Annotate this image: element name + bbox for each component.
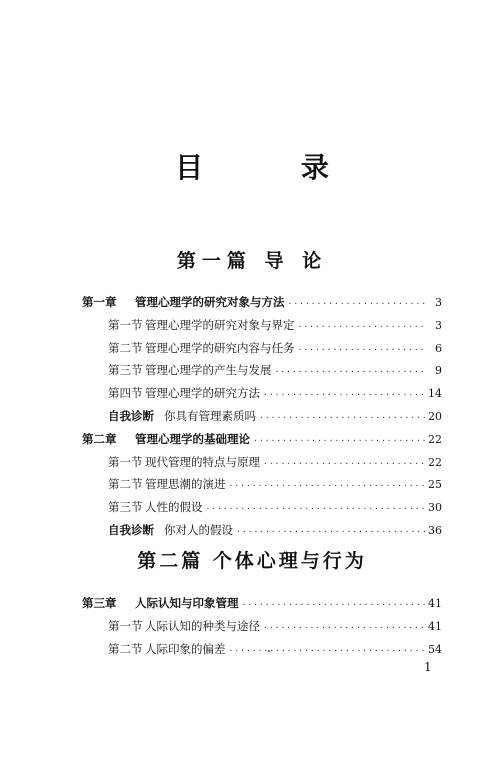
toc-entry-diag — [82, 408, 442, 431]
toc-entry-section — [82, 618, 442, 641]
toc-entry-label: 第三节 — [108, 363, 143, 378]
toc-entry-section — [82, 499, 442, 522]
toc-entry-title: 你具有管理素质吗 — [164, 408, 256, 423]
toc-entry-label: 第四节 — [108, 386, 143, 401]
toc-entry-chapter — [82, 294, 442, 317]
toc-entry-page: 9 — [435, 364, 442, 378]
part-title-2: 第二篇 个体心理与行为 — [137, 550, 367, 572]
toc-entry-diag — [82, 522, 442, 545]
toc-entry-section — [82, 641, 442, 664]
dot-leader — [275, 367, 426, 376]
toc-entry-page: 14 — [428, 387, 442, 401]
toc-entry-page: 41 — [428, 597, 442, 610]
dot-leader — [263, 459, 425, 468]
dot-leader — [253, 436, 425, 445]
toc-entry-label: 第二节 — [108, 340, 143, 355]
toc-entry-page: 22 — [428, 432, 442, 446]
toc-entry-label: 第三章 — [82, 596, 117, 610]
dot-leader — [236, 527, 425, 536]
scan-speck — [268, 650, 270, 652]
toc-entry-title: 人际认知的种类与途径 — [145, 618, 260, 633]
toc-entry-page: 25 — [428, 478, 442, 492]
dot-leader — [298, 322, 426, 331]
dot-leader — [206, 504, 426, 513]
toc-entry-section — [82, 340, 442, 363]
toc-entry-label: 第二节 — [108, 477, 143, 492]
toc-part-1 — [82, 294, 442, 545]
toc-entry-chapter — [82, 595, 442, 618]
part-title-1: 第一篇 导 论 — [176, 250, 328, 272]
toc-part-2 — [82, 595, 442, 663]
toc-entry-section — [82, 317, 442, 340]
toc-entry-label: 第二节 — [108, 641, 143, 656]
dot-leader — [229, 481, 426, 490]
dot-leader — [288, 299, 426, 308]
toc-entry-title: 管理思潮的演进 — [145, 477, 226, 492]
toc-entry-title: 人际印象的偏差 — [145, 641, 226, 656]
toc-entry-title: 管理心理学的研究方法 — [145, 386, 260, 401]
toc-entry-page: 36 — [428, 523, 442, 537]
toc-entry-title: 管理心理学的研究内容与任务 — [145, 340, 295, 355]
toc-entry-section — [82, 476, 442, 499]
toc-entry-page: 6 — [435, 341, 442, 355]
toc-entry-label: 自我诊断 — [108, 522, 154, 537]
toc-entry-title: 管理心理学的研究对象与方法 — [135, 295, 285, 309]
dot-leader — [229, 646, 426, 655]
toc-entry-page: 22 — [428, 455, 442, 469]
dot-leader — [263, 390, 425, 399]
dot-leader — [242, 600, 426, 609]
toc-entry-section — [82, 454, 442, 477]
toc-entry-label: 第一节 — [108, 618, 143, 633]
toc-entry-title: 人性的假设 — [145, 500, 203, 515]
toc-entry-page: 30 — [428, 501, 442, 515]
toc-entry-page: 3 — [435, 296, 442, 309]
toc-entry-title: 你对人的假设 — [164, 522, 233, 537]
toc-entry-label: 第一节 — [108, 317, 143, 332]
page-number: 1 — [424, 660, 432, 674]
toc-entry-label: 自我诊断 — [108, 408, 154, 423]
toc-entry-chapter — [82, 431, 442, 454]
toc-entry-section — [82, 362, 442, 385]
toc-entry-title: 人际认知与印象管理 — [135, 596, 239, 610]
toc-entry-section — [82, 385, 442, 408]
toc-entry-page: 3 — [435, 318, 442, 332]
dot-leader — [263, 623, 425, 632]
toc-entry-label: 第一章 — [82, 295, 117, 309]
toc-entry-page: 20 — [428, 409, 442, 423]
toc-entry-title: 管理心理学的产生与发展 — [145, 363, 272, 378]
toc-entry-title: 现代管理的特点与原理 — [145, 454, 260, 469]
toc-entry-page: 41 — [428, 619, 442, 633]
toc-entry-label: 第三节 — [108, 500, 143, 515]
page-title: 目 录 — [175, 151, 373, 184]
toc-entry-label: 第二章 — [82, 431, 117, 446]
toc-entry-title: 管理心理学的基础理论 — [135, 431, 250, 446]
dot-leader — [298, 345, 426, 354]
dot-leader — [259, 413, 425, 422]
toc-entry-page: 54 — [428, 642, 442, 656]
toc-entry-title: 管理心理学的研究对象与界定 — [145, 317, 295, 332]
toc-entry-label: 第一节 — [108, 454, 143, 469]
